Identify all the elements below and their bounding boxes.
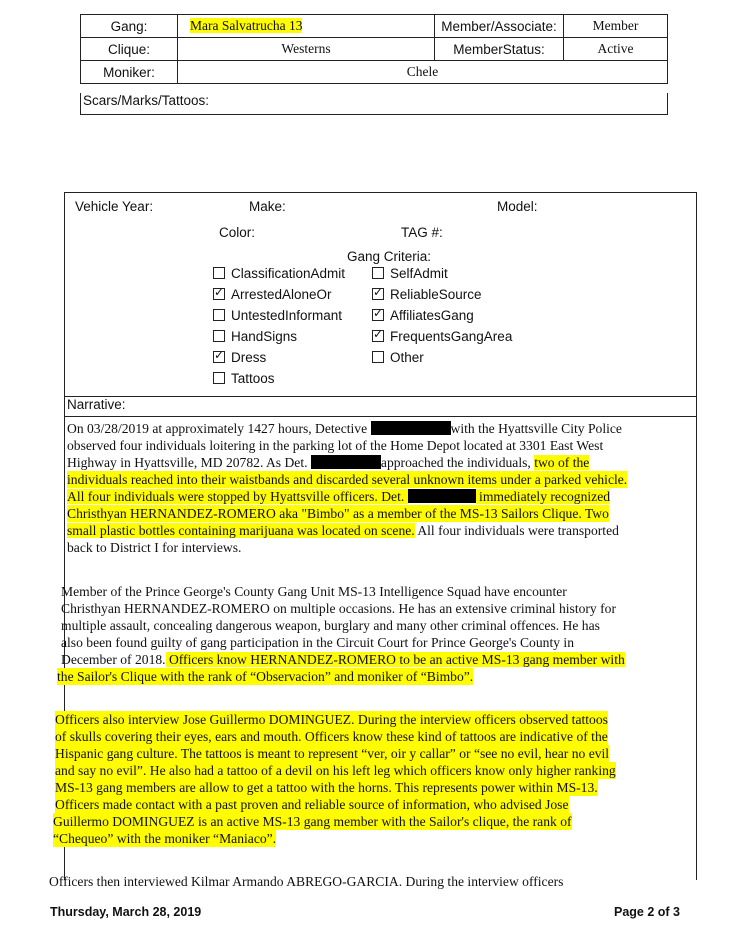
criteria-hand-signs: HandSigns: [213, 329, 297, 344]
narrative-line: On 03/28/2019 at approximately 1427 hours, Detective with the Hyattsville City Police: [67, 421, 622, 436]
member-associate-value: Member: [564, 15, 668, 38]
narrative-line: Member of the Prince George's County Gang Unit MS-13 Intelligence Squad have encounter: [61, 584, 567, 599]
narrative-label: Narrative:: [64, 397, 697, 417]
narrative-line: small plastic bottles containing marijuana was located on scene. All four individuals were transported: [67, 523, 619, 538]
checked-checkbox-icon: [213, 351, 225, 363]
checked-checkbox-icon: [372, 309, 384, 321]
narrative-line: All four individuals were stopped by Hyattsville officers. Det. immediately recognized: [67, 489, 611, 504]
narrative-line: “Chequeo” with the moniker “Maniaco”.: [53, 831, 277, 846]
model-label: Model:: [497, 199, 538, 214]
checkbox-icon: [213, 309, 225, 321]
redaction-bar: [311, 455, 381, 469]
gang-label: Gang:: [81, 15, 178, 38]
narrative-line: Hispanic gang culture. The tattoos is meant to represent “ver, oir y callar” or “see no evil, hear no evil: [55, 746, 610, 761]
checkbox-icon: [213, 372, 225, 384]
criteria-dress: ✓Dress: [213, 350, 266, 365]
criteria-classification-admit: ClassificationAdmit: [213, 266, 345, 281]
narrative-line: individuals reached into their waistbands and discarded several unknown items under a parked vehicle.: [67, 472, 628, 487]
tag-label: TAG #:: [401, 225, 443, 240]
criteria-frequents-gang-area: ✓ FrequentsGangArea: [372, 329, 512, 344]
narrative-line: multiple assault, concealing dangerous weapon, burglary and many other criminal offences. He has: [61, 618, 600, 633]
checkbox-icon: [372, 351, 384, 363]
narrative-line: Highway in Hyattsville, MD 20782. As Det. approached the individuals, two of the: [67, 455, 590, 470]
criteria-other: Other: [372, 350, 424, 365]
checked-checkbox-icon: [372, 330, 384, 342]
footer-page-number: Page 2 of 3: [614, 905, 680, 919]
criteria-self-admit: SelfAdmit: [372, 266, 448, 281]
gang-criteria-title: Gang Criteria:: [347, 249, 432, 264]
checkbox-icon: [213, 330, 225, 342]
narrative-body: [49, 417, 697, 889]
gang-value-cell: [178, 15, 435, 38]
scars-marks-tattoos-label: Scars/Marks/Tattoos:: [80, 93, 668, 115]
clique-value: Westerns: [178, 38, 435, 61]
checkbox-icon: [372, 267, 384, 279]
footer-date: Thursday, March 28, 2019: [50, 905, 202, 919]
narrative-line: Christhyan HERNANDEZ-ROMERO on multiple occasions. He has an extensive criminal history for: [61, 601, 616, 616]
redaction-bar: [408, 489, 476, 503]
narrative-line: Officers also interview Jose Guillermo DOMINGUEZ. During the interview officers observed tattoos: [55, 712, 608, 727]
narrative-line: Officers then interviewed Kilmar Armando ABREGO-GARCIA. During the interview officers: [49, 874, 564, 889]
clique-label: Clique:: [81, 38, 178, 61]
narrative-line: back to District I for interviews.: [67, 540, 242, 555]
member-associate-label: Member/Associate:: [435, 15, 564, 38]
narrative-line: of skulls covering their eyes, ears and mouth. Officers know these kind of tattoos are indicative of the: [55, 729, 608, 744]
checked-checkbox-icon: [213, 288, 225, 300]
narrative-line: the Sailor's Clique with the rank of “Observacion” and moniker of “Bimbo”.: [57, 669, 474, 684]
narrative-line: and say no evil”. He also had a tattoo of a devil on his left leg which officers know only higher ranking: [55, 763, 616, 778]
narrative-line: Officers made contact with a past proven and reliable source of information, who advised Jose: [55, 797, 569, 812]
criteria-reliable-source: ✓ ReliableSource: [372, 287, 482, 302]
narrative-line: observed four individuals loitering in the parking lot of the Home Depot located at 3301 East West: [67, 438, 604, 453]
member-status-value: Active: [564, 38, 668, 61]
moniker-label: Moniker:: [81, 61, 178, 84]
narrative-line: Guillermo DOMINGUEZ is an active MS-13 gang member with the Sailor's clique, the rank of: [53, 814, 572, 829]
narrative-line: also been found guilty of gang participation in the Circuit Court for Prince George's County in: [61, 635, 574, 650]
member-status-label: MemberStatus:: [435, 38, 564, 61]
gang-value: Mara Salvatrucha 13: [190, 18, 303, 33]
criteria-tattoos: Tattoos: [213, 371, 275, 386]
narrative-line: December of 2018. Officers know HERNANDEZ-ROMERO to be an active MS-13 gang member with: [61, 652, 625, 667]
criteria-untested-informant: UntestedInformant: [213, 308, 342, 323]
narrative-line: Christhyan HERNANDEZ-ROMERO aka "Bimbo" as a member of the MS-13 Sailors Clique. Two: [67, 506, 609, 521]
checked-checkbox-icon: [372, 288, 384, 300]
vehicle-criteria-box: [64, 192, 697, 397]
vehicle-year-label: Vehicle Year:: [75, 199, 154, 214]
redaction-bar: [371, 421, 451, 435]
gang-info-table: [80, 14, 668, 84]
narrative-line: MS-13 gang members are allow to get a tattoo with the horns. This represents power within MS-13.: [55, 780, 598, 795]
make-label: Make:: [249, 199, 286, 214]
criteria-affiliates-gang: ✓ AffiliatesGang: [372, 308, 474, 323]
color-label: Color:: [219, 225, 256, 240]
moniker-value: Chele: [178, 61, 668, 84]
checkbox-icon: [213, 267, 225, 279]
criteria-arrested-alone-or: ✓ArrestedAloneOr: [213, 287, 332, 302]
